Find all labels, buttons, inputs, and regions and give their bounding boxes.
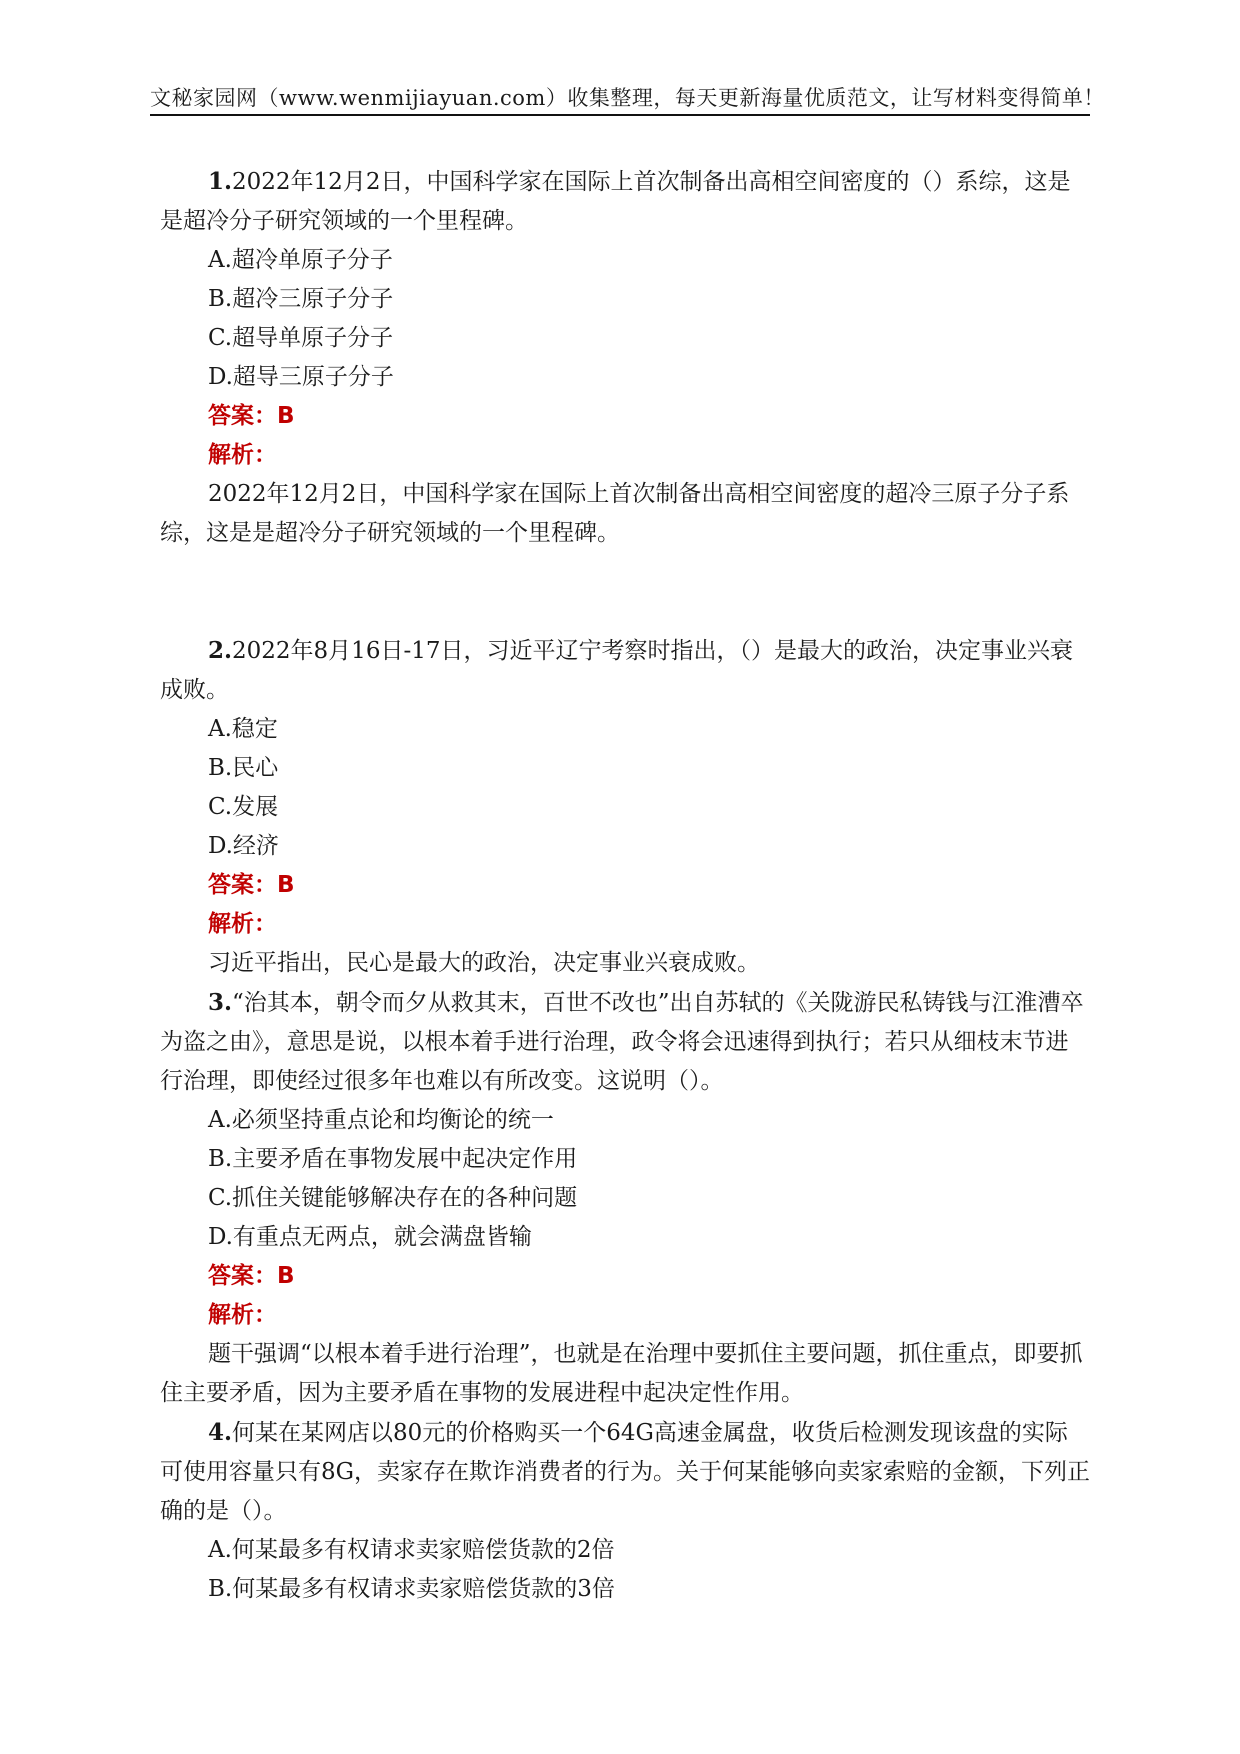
analysis-text: 2022年12月2日，中国科学家在国际上首次制备出高相空间密度的超冷三原子分子系综，这是是超冷分子研究领域的一个里程碑。	[160, 481, 1070, 546]
spacer	[160, 553, 1090, 631]
analysis-text: 习近平指出，民心是最大的政治，决定事业兴衰成败。	[208, 950, 760, 976]
document-body	[160, 162, 1090, 1609]
question-3	[160, 983, 1090, 1413]
page-header: 文秘家园网（www.wenmijiayuan.com）收集整理，每天更新海量优质范文，让写材料变得简单！	[150, 84, 1090, 116]
question-stem	[160, 162, 1090, 241]
analysis-label: 解析：	[208, 1302, 277, 1328]
option-a: A.必须坚持重点论和均衡论的统一	[208, 1107, 554, 1133]
option-d: D.经济	[208, 833, 279, 859]
analysis-label: 解析：	[208, 442, 277, 468]
question-stem	[160, 631, 1090, 710]
analysis-text: 题干强调“以根本着手进行治理”，也就是在治理中要抓住主要问题，抓住重点，即要抓住主要矛盾，因为主要矛盾在事物的发展进程中起决定性作用。	[160, 1341, 1083, 1406]
option-b: B.何某最多有权请求卖家赔偿货款的3倍	[208, 1576, 615, 1602]
question-text: 2022年12月2日，中国科学家在国际上首次制备出高相空间密度的（）系综，这是是超冷分子研究领域的一个里程碑。	[160, 169, 1071, 234]
question-text: 何某在某网店以80元的价格购买一个64G高速金属盘，收货后检测发现该盘的实际可使用容量只有8G，卖家存在欺诈消费者的行为。关于何某能够向卖家索赔的金额，下列正确的是（）。	[160, 1420, 1091, 1524]
analysis-label: 解析：	[208, 911, 277, 937]
option-b: B.主要矛盾在事物发展中起决定作用	[208, 1146, 578, 1172]
question-number: 3.	[208, 989, 233, 1016]
option-a: A.何某最多有权请求卖家赔偿货款的2倍	[208, 1537, 615, 1563]
option-c: C.发展	[208, 794, 279, 820]
option-d: D.超导三原子分子	[208, 364, 394, 390]
answer-label: 答案：B	[208, 1263, 295, 1289]
question-2	[160, 631, 1090, 983]
question-number: 1.	[208, 168, 233, 195]
option-b: B.超冷三原子分子	[208, 286, 394, 312]
option-b: B.民心	[208, 755, 279, 781]
question-text: “治其本，朝令而夕从救其末，百世不改也”出自苏轼的《关陇游民私铸钱与江淮漕卒为盗之由》，意思是说，以根本着手进行治理，政令将会迅速得到执行；若只从细枝末节进行治理，即使经过很多年也难以有所改变。这说明（）。	[160, 990, 1084, 1094]
question-4	[160, 1413, 1090, 1609]
option-a: A.稳定	[208, 716, 278, 742]
answer-label: 答案：B	[208, 403, 295, 429]
question-text: 2022年8月16日-17日，习近平辽宁考察时指出，（）是最大的政治，决定事业兴衰成败。	[160, 638, 1073, 703]
question-number: 2.	[208, 637, 233, 664]
question-stem	[160, 983, 1090, 1101]
answer-label: 答案：B	[208, 872, 295, 898]
option-c: C.抓住关键能够解决存在的各种问题	[208, 1185, 578, 1211]
option-d: D.有重点无两点，就会满盘皆输	[208, 1224, 532, 1250]
question-stem	[160, 1413, 1090, 1531]
question-number: 4.	[208, 1419, 233, 1446]
question-1	[160, 162, 1090, 553]
option-a: A.超冷单原子分子	[208, 247, 393, 273]
option-c: C.超导单原子分子	[208, 325, 394, 351]
